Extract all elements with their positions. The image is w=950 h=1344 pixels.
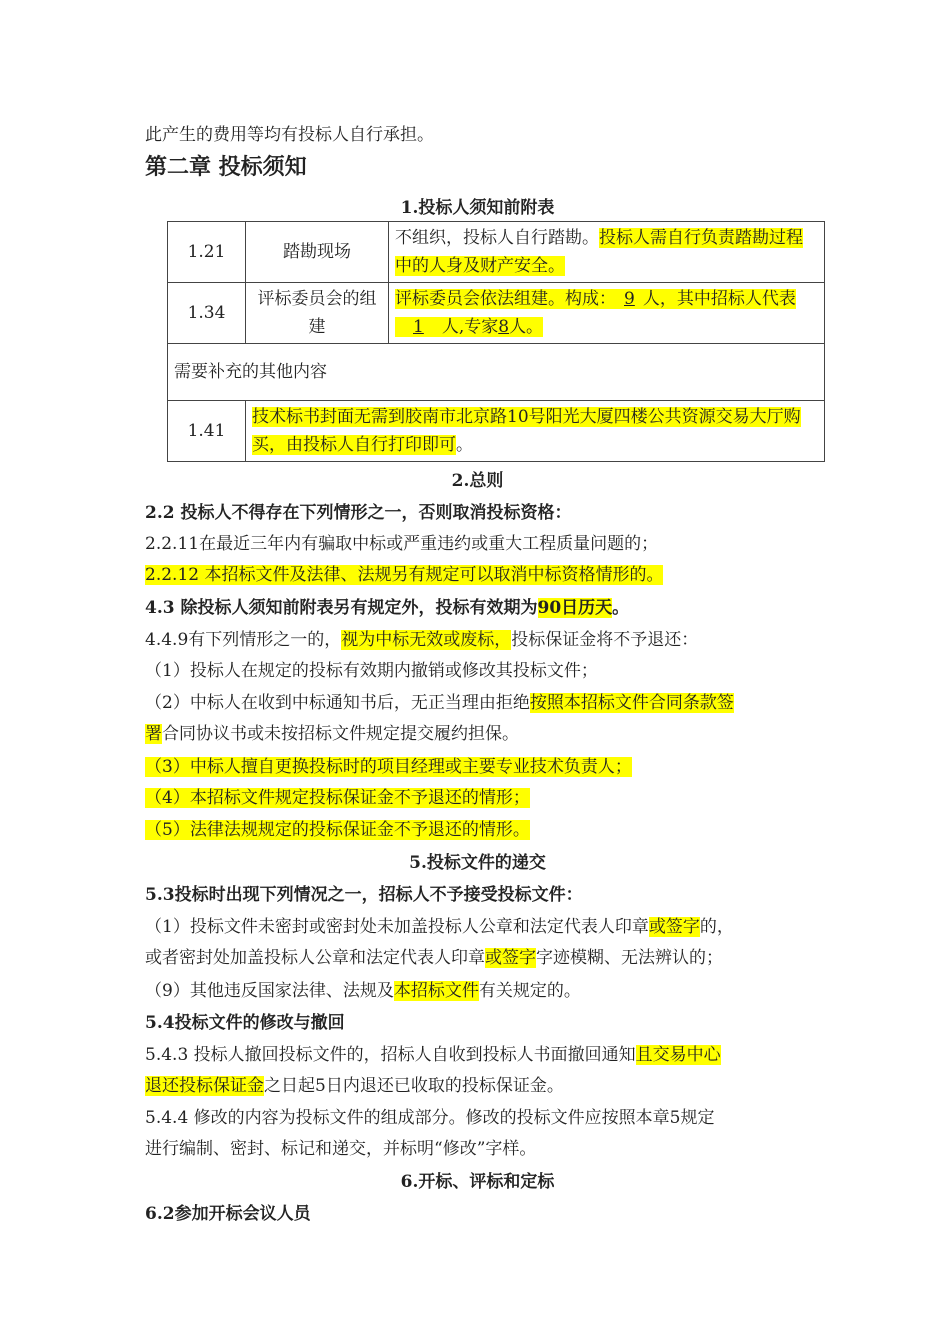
- pre-table: [167, 221, 825, 462]
- item-4: [145, 786, 810, 810]
- item-highlight: 署: [145, 724, 162, 744]
- clause-4-3: [145, 596, 810, 620]
- item-5: [145, 818, 810, 842]
- condition-text: 的，: [699, 917, 734, 937]
- expert-count: 8: [498, 317, 510, 337]
- value-text: 人。: [509, 317, 544, 337]
- clause-2-2-12: [145, 563, 810, 587]
- clause-text: 5.4.3 投标人撤回投标文件的，招标人自收到投标人书面撤回通知: [145, 1045, 636, 1065]
- clause-5-4-3-cont: [145, 1074, 810, 1098]
- condition-1: [145, 915, 810, 939]
- table-row: [168, 401, 825, 462]
- item-2-cont: [145, 722, 810, 746]
- clause-highlight: 视为中标无效或废标，: [341, 630, 512, 650]
- intro-text: 此产生的费用等均有投标人自行承担。: [145, 125, 434, 145]
- row-number: 1.21: [168, 222, 246, 283]
- table-row: [168, 222, 825, 283]
- item-highlight: （4）本招标文件规定投标保证金不予退还的情形；: [145, 788, 530, 808]
- clause-text: 之日起5日内退还已收取的投标保证金。: [264, 1076, 564, 1096]
- condition-text: 有关规定的。: [478, 981, 581, 1001]
- condition-9: [145, 979, 810, 1003]
- clause-2-2: 2.2 投标人不得存在下列情形之一，否则取消投标资格：: [145, 503, 572, 523]
- clause-highlight: 90日历天: [537, 598, 613, 618]
- clause-6-2: 6.2参加开标会议人员: [145, 1204, 311, 1224]
- condition-text: （9）其他违反国家法律、法规及: [145, 981, 394, 1001]
- clause-2-2-11: 2.2.11在最近三年内有骗取中标或严重违约或重大工程质量问题的；: [145, 534, 659, 554]
- row-number: 1.34: [168, 283, 246, 344]
- value-text: 人,专家: [441, 317, 499, 337]
- value-text: 不组织，投标人自行踏勘。: [395, 228, 599, 248]
- row-name: 评标委员会的组建: [246, 283, 389, 344]
- rep-count: 1: [413, 317, 424, 337]
- clause-highlight: 2.2.12 本招标文件及法律、法规另有规定可以取消中标资格情形的。: [145, 565, 664, 585]
- row-number: 1.41: [168, 401, 246, 462]
- clause-text: 。: [612, 598, 630, 618]
- item-3: [145, 755, 810, 779]
- item-text: 合同协议书或未按招标文件规定提交履约担保。: [162, 724, 519, 744]
- condition-text: 或者密封处加盖投标人公章和法定代表人印章: [145, 948, 485, 968]
- item-highlight: 按照本招标文件合同条款签: [529, 693, 734, 713]
- condition-highlight: 或签字: [485, 948, 536, 968]
- value-text: 评标委员会依法组建。构成：: [395, 289, 616, 309]
- clause-text: 投标保证金将不予退还：: [511, 630, 699, 650]
- value-highlight: 技术标书封面无需到胶南市北京路10号阳光大厦四楼公共资源交易大厅购买，由投标人自行打印即可: [252, 407, 801, 455]
- section-6-title: 6.开标、评标和定标: [400, 1172, 555, 1192]
- section-5-title: 5.投标文件的递交: [409, 853, 546, 873]
- row-name: 踏勘现场: [246, 222, 389, 283]
- value-highlight: 投标人需自行负责踏勘过程中的人身及财产安全。: [395, 228, 803, 276]
- table-row: [168, 283, 825, 344]
- row-value: [389, 222, 825, 283]
- value-text: 。: [456, 435, 473, 455]
- clause-4-4-9: [145, 628, 810, 652]
- condition-highlight: 或签字: [648, 917, 700, 937]
- item-highlight: （3）中标人擅自更换投标时的项目经理或主要专业技术负责人；: [145, 757, 632, 777]
- chapter-title: 第二章 投标须知: [145, 155, 307, 180]
- clause-5-3: 5.3投标时出现下列情况之一，招标人不予接受投标文件：: [145, 885, 583, 905]
- section-1-title: 1.投标人须知前附表: [400, 198, 555, 218]
- table-row: [168, 344, 825, 401]
- clause-5-4-4-cont: 进行编制、密封、标记和递交，并标明“修改”字样。: [145, 1139, 537, 1159]
- condition-text: （1）投标文件未密封或密封处未加盖投标人公章和法定代表人印章: [145, 917, 649, 937]
- clause-5-4-3: [145, 1043, 810, 1067]
- row-value: [389, 283, 825, 344]
- value-text: 人，其中招标人代表: [642, 289, 796, 309]
- clause-text: 4.3 除投标人须知前附表另有规定外，投标有效期为: [145, 598, 538, 618]
- clause-highlight: 退还投标保证金: [145, 1076, 264, 1096]
- clause-5-4: 5.4投标文件的修改与撤回: [145, 1013, 345, 1033]
- member-count: 9: [624, 289, 635, 309]
- section-2-title: 2.总则: [451, 471, 504, 491]
- clause-5-4-4: 5.4.4 修改的内容为投标文件的组成部分。修改的投标文件应按照本章5规定: [145, 1108, 715, 1128]
- row-value: [246, 401, 825, 462]
- row-full: 需要补充的其他内容: [168, 344, 825, 401]
- condition-text: 字迹模糊、无法辨认的；: [536, 948, 723, 968]
- clause-highlight: 且交易中心: [635, 1045, 721, 1065]
- item-1: （1）投标人在规定的投标有效期内撤销或修改其投标文件；: [145, 661, 598, 681]
- clause-text: 4.4.9有下列情形之一的，: [145, 630, 342, 650]
- condition-1-cont: [145, 946, 810, 970]
- item-text: （2）中标人在收到中标通知书后，无正当理由拒绝: [145, 693, 530, 713]
- condition-highlight: 本招标文件: [393, 981, 479, 1001]
- item-2: [145, 691, 810, 715]
- item-highlight: （5）法律法规规定的投标保证金不予退还的情形。: [145, 820, 530, 840]
